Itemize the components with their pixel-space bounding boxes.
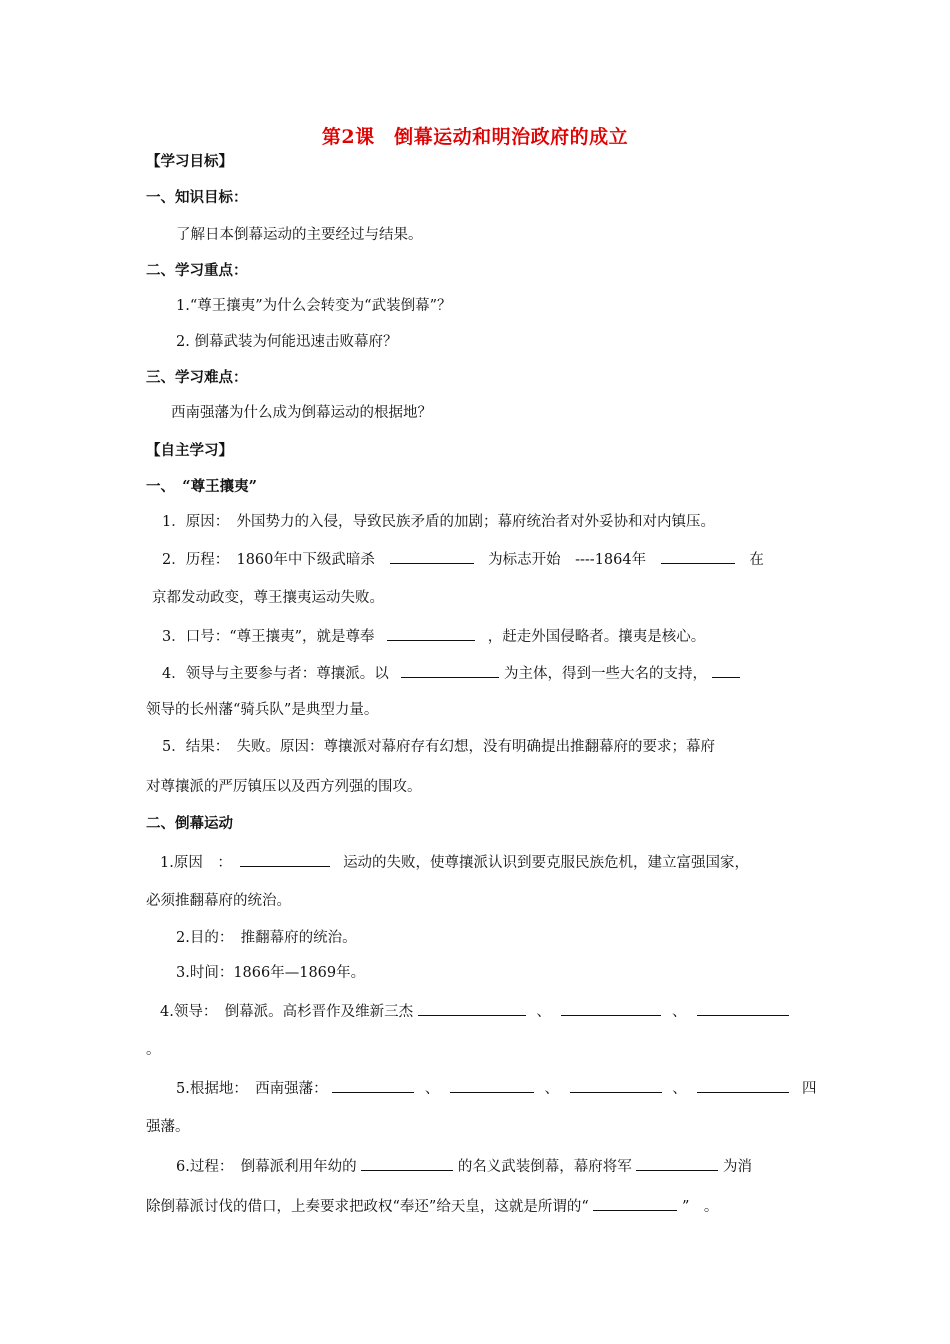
s1-course-cont: 京都发动政变，尊王攘夷运动失败。	[152, 590, 384, 606]
s1-course-text-b: 为标志开始 ----1864年	[488, 552, 647, 568]
blank-sanketsu-1[interactable]	[418, 1000, 526, 1016]
blank-shogun[interactable]	[636, 1155, 718, 1171]
blank-taisei-hokan[interactable]	[593, 1195, 677, 1211]
s2-process-line	[176, 1155, 752, 1177]
s1-course-text-c: 在	[749, 552, 764, 568]
difficult-text: 西南强藩为什么成为倒幕运动的根据地？	[171, 405, 432, 421]
s2-proc-text-d: 除倒幕派讨伐的借口，上奏要求把政权“奉还”给天皇，这就是所谓的“	[146, 1199, 589, 1215]
blank-sanketsu-3[interactable]	[697, 1000, 789, 1016]
s2-leader-text-a: 4.领导： 倒幕派。高杉晋作及维新三杰	[160, 1004, 414, 1020]
separator: 、	[672, 1004, 687, 1020]
separator: 、	[672, 1081, 687, 1097]
blank-sanketsu-2[interactable]	[561, 1000, 661, 1016]
s1-slogan-line	[162, 625, 705, 647]
key-point-1: 1.“尊王攘夷”为什么会转变为“武装倒幕”？	[176, 298, 452, 314]
s1-course-line	[162, 548, 764, 570]
s2-proc-text-b: 的名义武装倒幕，幕府将军	[457, 1159, 632, 1175]
s1-course-text-a: 2．历程： 1860年中下级武暗杀	[162, 552, 375, 568]
s2-cause-text-b: 运动的失败，使尊攘派认识到要克服民族危机，建立富强国家，	[343, 855, 750, 871]
separator: 、	[544, 1081, 560, 1097]
s1-slogan-text-a: 3．口号：“尊王攘夷”，就是尊奉	[162, 629, 375, 645]
blank-emperor[interactable]	[361, 1155, 453, 1171]
s2-time: 3.时间：1866年—1869年。	[176, 965, 366, 981]
s2-leader-end: 。	[146, 1042, 161, 1058]
knowledge-text: 了解日本倒幕运动的主要经过与结果。	[176, 227, 423, 243]
s2-cause-cont: 必须推翻幕府的统治。	[146, 893, 291, 909]
section-2-heading: 二、倒幕运动	[146, 815, 233, 832]
s1-cause: 1．原因： 外国势力的入侵，导致民族矛盾的加剧；幕府统治者对外妥协和对内镇压。	[162, 514, 715, 530]
s2-base-line	[176, 1077, 816, 1099]
difficult-heading: 三、学习难点：	[146, 369, 248, 386]
s1-leader-text-b: 为主体，得到一些大名的支持，	[503, 666, 707, 682]
s2-base-cont: 强藩。	[146, 1119, 190, 1135]
s2-process-cont	[146, 1195, 718, 1217]
blank-domain-4[interactable]	[697, 1077, 789, 1093]
s2-proc-text-c: 为消	[723, 1159, 753, 1175]
knowledge-heading: 一、知识目标：	[146, 189, 248, 206]
s2-proc-text-e: ” 。	[681, 1199, 719, 1215]
blank-domain-3[interactable]	[570, 1077, 662, 1093]
s2-cause-line	[160, 851, 749, 873]
s2-base-text-a: 5.根据地： 西南强藩：	[176, 1081, 328, 1097]
goals-heading: 【学习目标】	[146, 153, 233, 170]
s1-leader-text-a: 4．领导与主要参与者：尊攘派。以	[162, 666, 389, 682]
separator: 、	[424, 1081, 440, 1097]
s2-cause-text-a: 1.原因 ：	[160, 855, 232, 871]
blank-assassination[interactable]	[390, 548, 474, 564]
blank-main-body[interactable]	[401, 662, 499, 678]
separator: 、	[536, 1004, 551, 1020]
s1-result-cont: 对尊攘派的严厉镇压以及西方列强的围攻。	[146, 779, 422, 795]
key-heading: 二、学习重点：	[146, 262, 248, 279]
blank-slogan[interactable]	[387, 625, 475, 641]
blank-domain-2[interactable]	[450, 1077, 534, 1093]
blank-leader[interactable]	[712, 662, 740, 678]
s2-leader-line	[160, 1000, 789, 1022]
s1-result: 5．结果： 失败。原因：尊攘派对幕府存有幻想，没有明确提出推翻幕府的要求；幕府	[162, 739, 715, 755]
s1-slogan-text-b: ，赶走外国侵略者。攘夷是核心。	[487, 629, 706, 645]
blank-coup[interactable]	[661, 548, 735, 564]
self-study-heading: 【自主学习】	[146, 442, 233, 459]
section-1-heading: 一、 “尊王攘夷”	[146, 478, 257, 495]
key-point-2: 2. 倒幕武装为何能迅速击败幕府？	[176, 334, 398, 350]
s1-leader-line	[162, 662, 740, 684]
blank-cause[interactable]	[240, 851, 330, 867]
s2-base-text-b: 四	[801, 1081, 817, 1097]
s1-leader-cont: 领导的长州藩“骑兵队”是典型力量。	[146, 702, 379, 718]
blank-domain-1[interactable]	[332, 1077, 414, 1093]
page-title: 第2课 倒幕运动和明治政府的成立	[321, 126, 629, 148]
s2-proc-text-a: 6.过程： 倒幕派利用年幼的	[176, 1159, 357, 1175]
s2-goal: 2.目的： 推翻幕府的统治。	[176, 930, 357, 946]
